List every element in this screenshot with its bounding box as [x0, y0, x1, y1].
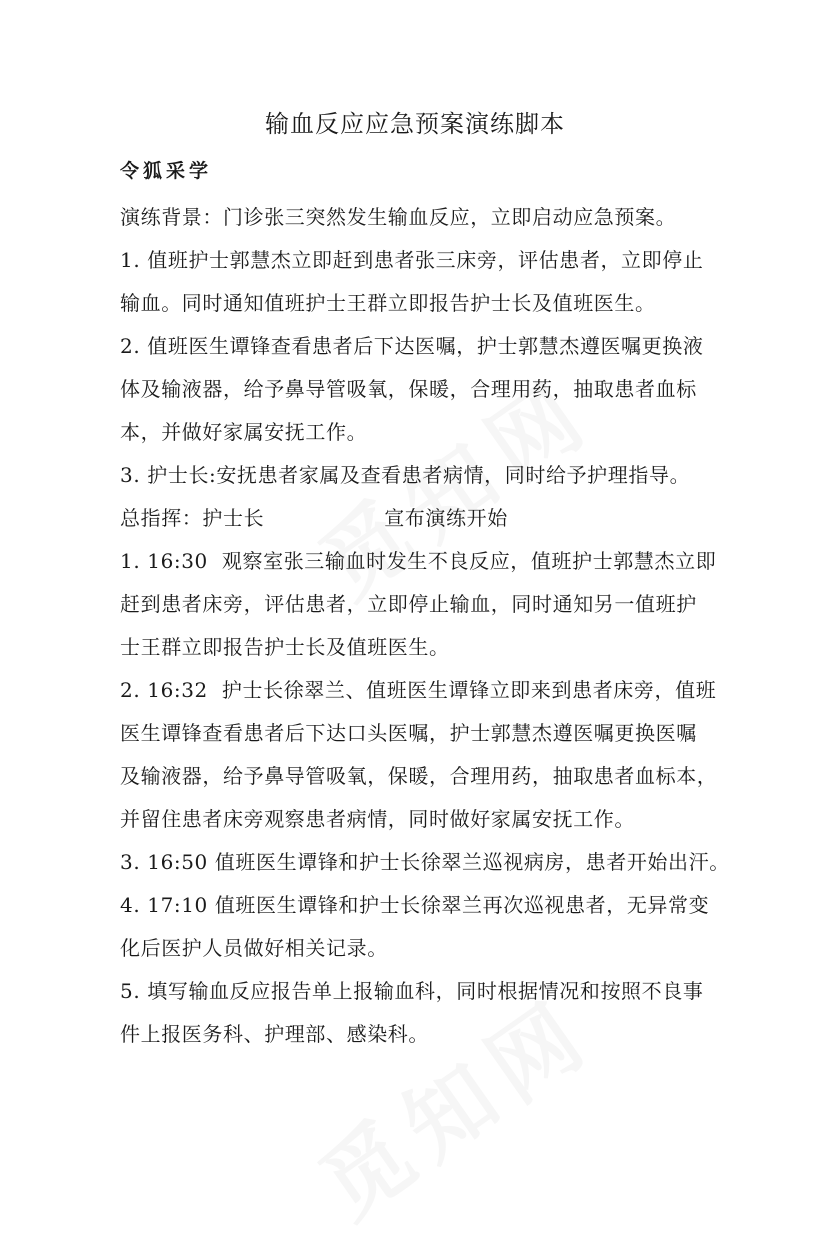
paragraph-line: 及输液器，给予鼻导管吸氧，保暖，合理用药，抽取患者血标本， — [120, 764, 718, 788]
author-name: 令狐采学 — [120, 160, 213, 182]
step-line — [120, 674, 720, 703]
paragraph-line: 并留住患者床旁观察患者病情，同时做好家属安抚工作。 — [120, 807, 635, 831]
command-line — [120, 502, 720, 531]
command-action: 宣布演练开始 — [384, 506, 508, 530]
step-time: 2. 16:32 — [120, 678, 208, 702]
paragraph-line: 3. 16:50 值班医生谭锋和护士长徐翠兰巡视病房，患者开始出汗。 — [120, 850, 730, 874]
paragraph-line: 士王群立即报告护士长及值班医生。 — [120, 635, 450, 659]
paragraph-line: 医生谭锋查看患者后下达口头医嘱，护士郭慧杰遵医嘱更换医嘱 — [120, 721, 697, 745]
paragraph-line: 件上报医务科、护理部、感染科。 — [120, 1022, 429, 1046]
paragraph-line: 体及输液器，给予鼻导管吸氧，保暖，合理用药，抽取患者血标 — [120, 377, 697, 401]
step-time: 1. 16:30 — [120, 549, 208, 573]
document-title: 输血反应应急预案演练脚本 — [265, 110, 565, 138]
paragraph-line: 化后医护人员做好相关记录。 — [120, 936, 388, 960]
paragraph-line: 2. 值班医生谭锋查看患者后下达医嘱，护士郭慧杰遵医嘱更换液 — [120, 334, 704, 358]
step-text: 护士长徐翠兰、值班医生谭锋立即来到患者床旁，值班 — [221, 678, 717, 702]
paragraph-line: 演练背景：门诊张三突然发生输血反应，立即启动应急预案。 — [120, 205, 677, 229]
command-label: 总指挥：护士长 — [120, 506, 265, 530]
step-text: 观察室张三输血时发生不良反应，值班护士郭慧杰立即 — [221, 549, 717, 573]
paragraph-line: 3. 护士长:安抚患者家属及查看患者病情，同时给予护理指导。 — [120, 463, 691, 487]
paragraph-line: 赶到患者床旁，评估患者，立即停止输血，同时通知另一值班护 — [120, 592, 697, 616]
paragraph-line: 1. 值班护士郭慧杰立即赶到患者张三床旁，评估患者，立即停止 — [120, 248, 704, 272]
watermark — [292, 964, 615, 1242]
step-line — [120, 545, 720, 574]
paragraph-line: 4. 17:10 值班医生谭锋和护士长徐翠兰再次巡视患者，无异常变 — [120, 893, 710, 917]
paragraph-line: 输血。同时通知值班护士王群立即报告护士长及值班医生。 — [120, 291, 656, 315]
paragraph-line: 本，并做好家属安抚工作。 — [120, 420, 368, 444]
paragraph-line: 5. 填写输血反应报告单上报输血科，同时根据情况和按照不良事 — [120, 979, 704, 1003]
